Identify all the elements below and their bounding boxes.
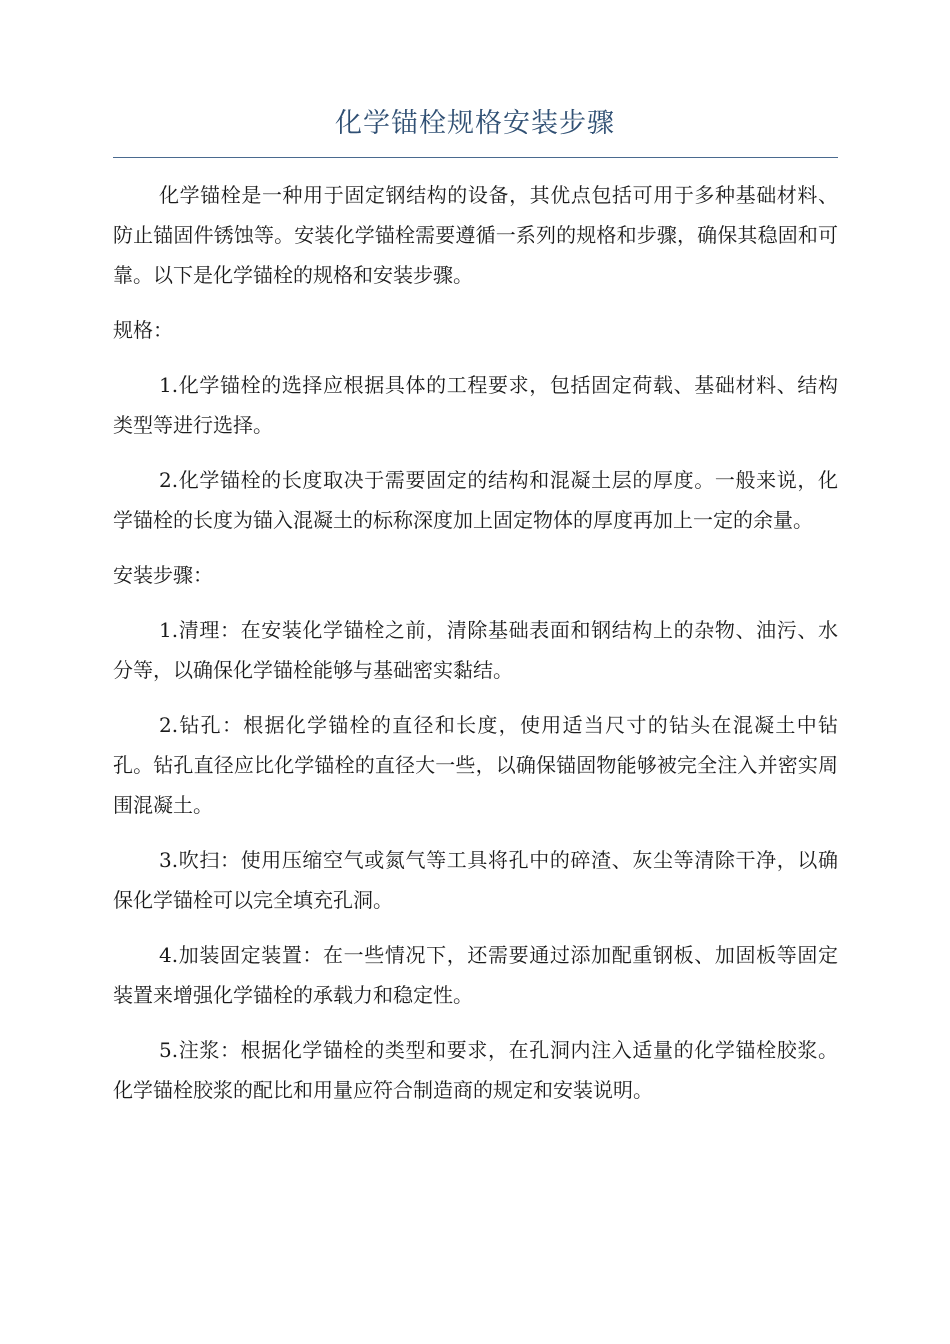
spec-item-1: 1.化学锚栓的选择应根据具体的工程要求，包括固定荷载、基础材料、结构类型等进行选择。	[113, 373, 838, 437]
install-step-1: 1.清理：在安装化学锚栓之前，清除基础表面和钢结构上的杂物、油污、水分等，以确保化学锚栓能够与基础密实黏结。	[113, 618, 838, 682]
document-title: 化学锚栓规格安装步骤	[335, 108, 615, 139]
install-step-4: 4.加装固定装置：在一些情况下，还需要通过添加配重钢板、加固板等固定装置来增强化学锚栓的承载力和稳定性。	[113, 943, 838, 1007]
document-body	[113, 175, 838, 1125]
spec-item-2: 2.化学锚栓的长度取决于需要固定的结构和混凝土层的厚度。一般来说，化学锚栓的长度为锚入混凝土的标称深度加上固定物体的厚度再加上一定的余量。	[113, 468, 838, 532]
install-step-5: 5.注浆：根据化学锚栓的类型和要求，在孔洞内注入适量的化学锚栓胶浆。化学锚栓胶浆的配比和用量应符合制造商的规定和安装说明。	[113, 1038, 838, 1102]
intro-paragraph: 化学锚栓是一种用于固定钢结构的设备，其优点包括可用于多种基础材料、防止锚固件锈蚀等。安装化学锚栓需要遵循一系列的规格和步骤，确保其稳固和可靠。以下是化学锚栓的规格和安装步骤。	[113, 183, 838, 287]
install-step-3: 3.吹扫：使用压缩空气或氮气等工具将孔中的碎渣、灰尘等清除干净，以确保化学锚栓可以完全填充孔洞。	[113, 848, 838, 912]
spec-heading: 规格：	[113, 318, 173, 342]
install-step-2: 2.钻孔：根据化学锚栓的直径和长度，使用适当尺寸的钻头在混凝土中钻孔。钻孔直径应比化学锚栓的直径大一些，以确保锚固物能够被完全注入并密实周围混凝土。	[113, 713, 838, 817]
title-divider	[113, 157, 838, 158]
install-heading: 安装步骤：	[113, 563, 213, 587]
